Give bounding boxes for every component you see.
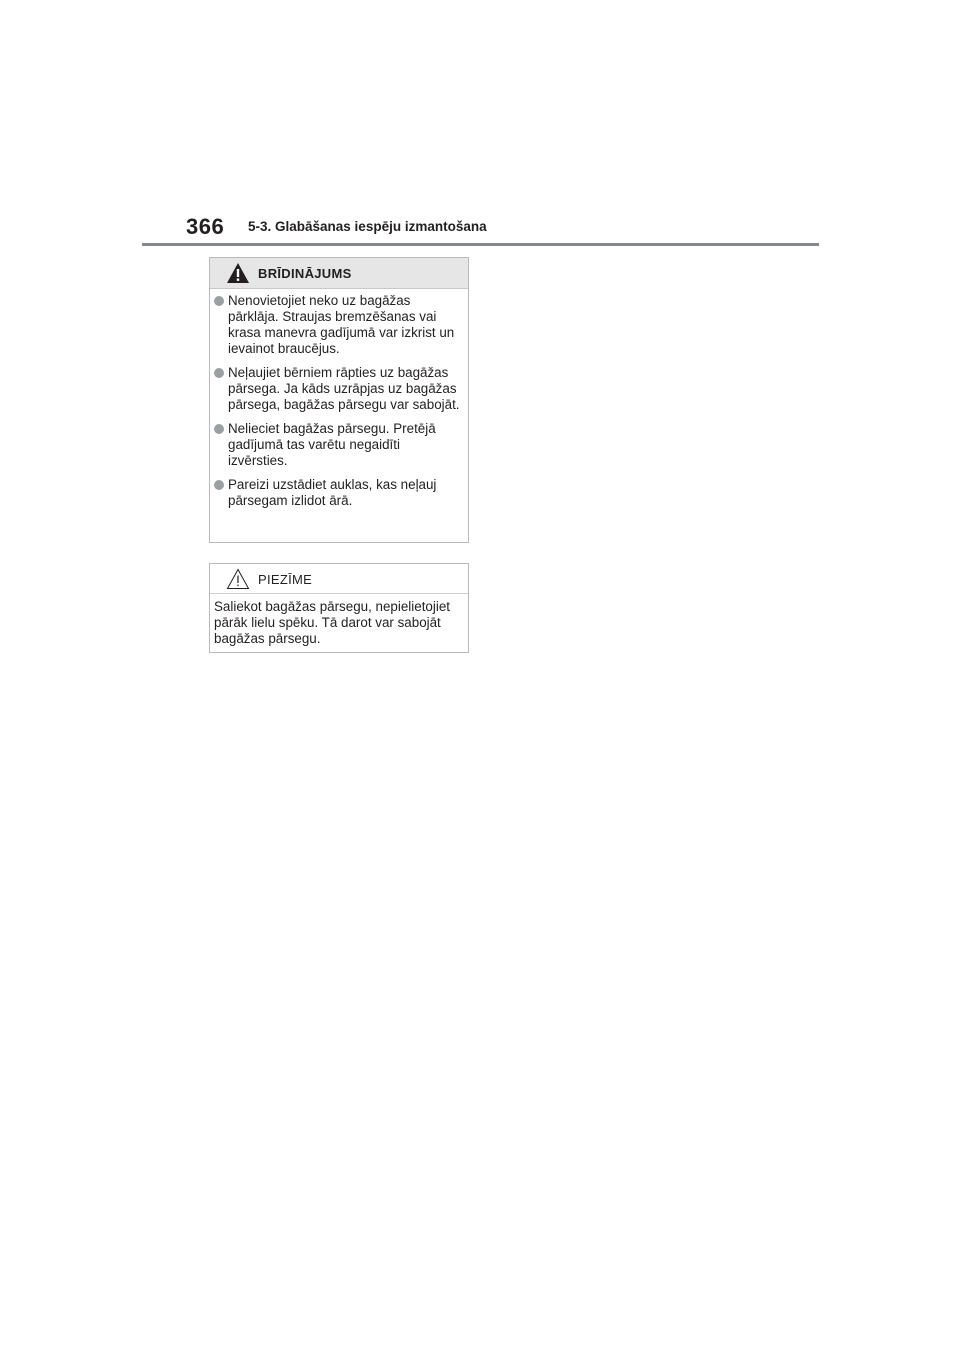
- note-label: PIEZĪME: [258, 572, 313, 587]
- list-item: [214, 477, 462, 509]
- list-item-text: Nenovietojiet neko uz bagāžas pārklāja. Straujas bremzēšanas vai krasa manevra gadījumā var izkrist un ievainot braucējus.: [228, 293, 455, 356]
- section-title: 5-3. Glabāšanas iespēju izmantošana: [248, 219, 487, 234]
- warning-list: [210, 289, 468, 509]
- warning-header: [210, 258, 468, 289]
- warning-triangle-filled-icon: [226, 262, 250, 284]
- bullet-dot-icon: [214, 424, 224, 434]
- list-item-text: Neļaujiet bērniem rāpties uz bagāžas pārsega. Ja kāds uzrāpjas uz bagāžas pārsega, bagāžas pārsegu var sabojāt.: [228, 365, 460, 412]
- caution-triangle-outline-icon: [226, 568, 250, 590]
- header-rule: [142, 243, 819, 246]
- list-item: [214, 421, 462, 469]
- list-item-text: Nelieciet bagāžas pārsegu. Pretējā gadījumā tas varētu negaidīti izvērsties.: [228, 421, 436, 468]
- bullet-dot-icon: [214, 480, 224, 490]
- note-box: [209, 563, 469, 653]
- warning-box: [209, 257, 469, 543]
- note-header: [210, 564, 468, 594]
- page-number: 366: [186, 214, 225, 239]
- bullet-dot-icon: [214, 296, 224, 306]
- list-item-text: Pareizi uzstādiet auklas, kas neļauj pārsegam izlidot ārā.: [228, 477, 437, 508]
- list-item: [214, 365, 462, 413]
- warning-label: BRĪDINĀJUMS: [258, 266, 352, 281]
- bullet-dot-icon: [214, 368, 224, 378]
- list-item: [214, 293, 462, 357]
- note-text: Saliekot bagāžas pārsegu, nepielietojiet pārāk lielu spēku. Tā darot var sabojāt bagāžas pārsegu.: [214, 599, 450, 646]
